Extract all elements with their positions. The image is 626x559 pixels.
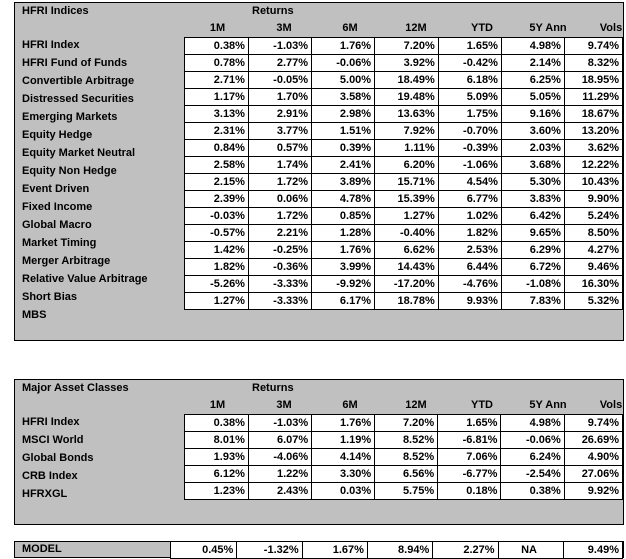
- table-cell: 9.46%: [564, 259, 622, 276]
- row-label: Equity Non Hedge: [22, 165, 117, 177]
- table-cell: 3.92%: [375, 55, 439, 72]
- major-data-table: [184, 414, 623, 500]
- table-cell: 1.82%: [438, 225, 501, 242]
- table-cell: -1.06%: [438, 157, 501, 174]
- table-cell: 2.91%: [248, 106, 311, 123]
- table-cell: 4.78%: [312, 191, 375, 208]
- table-cell: 10.43%: [564, 174, 622, 191]
- table-cell: -3.33%: [248, 276, 311, 293]
- table-cell: 4.98%: [501, 415, 564, 432]
- table-cell: 2.21%: [248, 225, 311, 242]
- table-cell: 1.72%: [248, 208, 311, 225]
- column-header: 6M: [342, 399, 358, 411]
- table-cell: 0.18%: [438, 483, 501, 500]
- model-cell: 1.67%: [302, 542, 367, 559]
- table-cell: 5.09%: [438, 89, 501, 106]
- table-cell: 5.05%: [501, 89, 564, 106]
- row-label: HFRI Fund of Funds: [22, 57, 128, 69]
- column-header: 3M: [276, 399, 292, 411]
- table-cell: 3.30%: [312, 466, 375, 483]
- table-row: [185, 140, 623, 157]
- table-row: [185, 242, 623, 259]
- table-cell: 1.74%: [248, 157, 311, 174]
- returns-label: Returns: [252, 5, 294, 17]
- table-cell: 5.00%: [312, 72, 375, 89]
- table-cell: 0.78%: [185, 55, 249, 72]
- table-cell: 6.17%: [312, 293, 375, 310]
- table-row: [185, 157, 623, 174]
- table-cell: 6.77%: [438, 191, 501, 208]
- column-header: Vols: [599, 22, 623, 34]
- table-row: [185, 259, 623, 276]
- table-row: [185, 191, 623, 208]
- row-label: Global Macro: [22, 219, 92, 231]
- column-header: Vols: [599, 399, 623, 411]
- table-cell: 18.95%: [564, 72, 622, 89]
- table-cell: 9.74%: [564, 415, 622, 432]
- table-cell: 6.62%: [375, 242, 439, 259]
- table-cell: -0.57%: [185, 225, 249, 242]
- table-cell: 9.74%: [564, 38, 622, 55]
- table-cell: 3.83%: [501, 191, 564, 208]
- table-row: [185, 449, 623, 466]
- table-cell: 6.24%: [501, 449, 564, 466]
- table-cell: 4.14%: [312, 449, 375, 466]
- table-cell: 5.30%: [501, 174, 564, 191]
- table-cell: 3.99%: [312, 259, 375, 276]
- table-cell: 8.50%: [564, 225, 622, 242]
- major-asset-classes-panel: [14, 379, 624, 525]
- column-header: 3M: [276, 22, 292, 34]
- row-label: Merger Arbitrage: [22, 255, 111, 267]
- table-cell: 7.20%: [375, 38, 439, 55]
- table-cell: -0.40%: [375, 225, 439, 242]
- model-cell: 0.45%: [171, 542, 237, 559]
- table-cell: 0.38%: [185, 38, 249, 55]
- major-asset-classes-title: Major Asset Classes: [22, 382, 129, 394]
- table-cell: 18.67%: [564, 106, 622, 123]
- row-label: Event Driven: [22, 183, 90, 195]
- model-row-panel: [14, 541, 624, 558]
- column-header: 5Y Ann: [529, 399, 567, 411]
- table-cell: -0.39%: [438, 140, 501, 157]
- table-cell: 1.42%: [185, 242, 249, 259]
- column-header: 6M: [342, 22, 358, 34]
- table-cell: 9.65%: [501, 225, 564, 242]
- table-cell: 6.42%: [501, 208, 564, 225]
- table-row: [185, 432, 623, 449]
- table-cell: -0.03%: [185, 208, 249, 225]
- column-header: 12M: [405, 399, 427, 411]
- table-cell: 1.19%: [312, 432, 375, 449]
- table-cell: 9.93%: [438, 293, 501, 310]
- table-cell: -2.54%: [501, 466, 564, 483]
- table-cell: 5.32%: [564, 293, 622, 310]
- table-cell: 6.18%: [438, 72, 501, 89]
- table-cell: 2.41%: [312, 157, 375, 174]
- table-cell: 4.54%: [438, 174, 501, 191]
- table-cell: 4.90%: [564, 449, 622, 466]
- table-row: [185, 89, 623, 106]
- table-cell: 8.52%: [375, 432, 438, 449]
- model-data-table: [170, 541, 623, 559]
- table-cell: 1.28%: [312, 225, 375, 242]
- table-cell: -0.06%: [312, 55, 375, 72]
- table-row: [185, 123, 623, 140]
- table-cell: 1.65%: [438, 415, 501, 432]
- table-cell: 1.11%: [375, 140, 439, 157]
- table-cell: 2.58%: [185, 157, 249, 174]
- model-cell: 9.49%: [563, 542, 623, 559]
- table-cell: -17.20%: [375, 276, 439, 293]
- table-cell: 2.77%: [248, 55, 311, 72]
- table-cell: 6.44%: [438, 259, 501, 276]
- column-header: YTD: [471, 399, 493, 411]
- table-cell: 6.25%: [501, 72, 564, 89]
- table-cell: -4.76%: [438, 276, 501, 293]
- table-cell: -0.70%: [438, 123, 501, 140]
- table-cell: 1.51%: [312, 123, 375, 140]
- table-cell: 4.98%: [501, 38, 564, 55]
- table-cell: 2.71%: [185, 72, 249, 89]
- hfri-data-table: [184, 37, 623, 310]
- table-cell: 1.75%: [438, 106, 501, 123]
- table-cell: 2.03%: [501, 140, 564, 157]
- table-cell: -1.08%: [501, 276, 564, 293]
- table-cell: -0.05%: [248, 72, 311, 89]
- row-label: Relative Value Arbitrage: [22, 273, 148, 285]
- table-row: [185, 225, 623, 242]
- table-row: [185, 72, 623, 89]
- model-cell: -1.32%: [237, 542, 302, 559]
- table-row: [185, 415, 623, 432]
- table-cell: -6.81%: [438, 432, 501, 449]
- row-label: HFRXGL: [22, 488, 68, 500]
- table-cell: 1.22%: [248, 466, 311, 483]
- table-row: [185, 276, 623, 293]
- row-label: HFRI Index: [22, 39, 80, 51]
- column-header: 1M: [209, 22, 226, 34]
- table-cell: 7.83%: [501, 293, 564, 310]
- row-label: Fixed Income: [22, 201, 93, 213]
- table-cell: 8.01%: [185, 432, 249, 449]
- row-label: Distressed Securities: [22, 93, 134, 105]
- row-label: Equity Market Neutral: [22, 147, 136, 159]
- table-cell: 1.76%: [312, 38, 375, 55]
- row-label: Market Timing: [22, 237, 97, 249]
- row-label: Equity Hedge: [22, 129, 93, 141]
- table-cell: 1.23%: [185, 483, 249, 500]
- row-label: HFRI Index: [22, 416, 80, 428]
- table-cell: 6.56%: [375, 466, 438, 483]
- table-cell: 0.39%: [312, 140, 375, 157]
- table-cell: -1.03%: [248, 415, 311, 432]
- table-row: [185, 466, 623, 483]
- table-cell: 1.65%: [438, 38, 501, 55]
- model-label: MODEL: [22, 543, 62, 555]
- table-cell: 0.38%: [185, 415, 249, 432]
- table-cell: 14.43%: [375, 259, 439, 276]
- row-label: MBS: [22, 309, 47, 321]
- table-cell: 7.06%: [438, 449, 501, 466]
- table-cell: 9.90%: [564, 191, 622, 208]
- table-cell: 3.13%: [185, 106, 249, 123]
- column-header: YTD: [471, 22, 493, 34]
- table-cell: 13.20%: [564, 123, 622, 140]
- table-cell: -0.42%: [438, 55, 501, 72]
- model-row: [171, 542, 623, 559]
- table-row: [185, 106, 623, 123]
- table-cell: 2.98%: [312, 106, 375, 123]
- table-cell: -3.33%: [248, 293, 311, 310]
- table-cell: 8.32%: [564, 55, 622, 72]
- table-cell: 26.69%: [564, 432, 622, 449]
- table-cell: 1.76%: [312, 415, 375, 432]
- table-cell: 5.75%: [375, 483, 438, 500]
- table-cell: 18.49%: [375, 72, 439, 89]
- table-row: [185, 38, 623, 55]
- table-cell: 3.77%: [248, 123, 311, 140]
- returns-label-2: Returns: [252, 382, 294, 394]
- table-cell: 18.78%: [375, 293, 439, 310]
- table-cell: 1.72%: [248, 174, 311, 191]
- table-row: [185, 293, 623, 310]
- model-cell: NA: [498, 542, 563, 559]
- table-cell: 6.72%: [501, 259, 564, 276]
- table-cell: -1.03%: [248, 38, 311, 55]
- table-cell: 1.27%: [185, 293, 249, 310]
- table-cell: 11.29%: [564, 89, 622, 106]
- table-cell: 15.39%: [375, 191, 439, 208]
- table-cell: 2.15%: [185, 174, 249, 191]
- table-cell: 0.57%: [248, 140, 311, 157]
- column-header: 1M: [209, 399, 226, 411]
- table-cell: 2.53%: [438, 242, 501, 259]
- table-row: [185, 55, 623, 72]
- row-label: MSCI World: [22, 434, 84, 446]
- row-label: CRB Index: [22, 470, 78, 482]
- table-cell: 15.71%: [375, 174, 439, 191]
- table-cell: 8.52%: [375, 449, 438, 466]
- table-cell: -0.36%: [248, 259, 311, 276]
- table-cell: 2.39%: [185, 191, 249, 208]
- table-cell: -9.92%: [312, 276, 375, 293]
- table-cell: 2.43%: [248, 483, 311, 500]
- table-cell: 1.93%: [185, 449, 249, 466]
- table-cell: 0.06%: [248, 191, 311, 208]
- table-cell: 7.92%: [375, 123, 439, 140]
- table-cell: 3.68%: [501, 157, 564, 174]
- table-cell: -4.06%: [248, 449, 311, 466]
- table-cell: -0.06%: [501, 432, 564, 449]
- table-cell: 1.27%: [375, 208, 439, 225]
- table-cell: 0.03%: [312, 483, 375, 500]
- table-cell: 4.27%: [564, 242, 622, 259]
- table-cell: 7.20%: [375, 415, 438, 432]
- table-cell: 1.17%: [185, 89, 249, 106]
- table-cell: 6.29%: [501, 242, 564, 259]
- table-row: [185, 483, 623, 500]
- hfri-indices-title: HFRI Indices: [22, 5, 89, 17]
- table-cell: 3.58%: [312, 89, 375, 106]
- table-cell: 19.48%: [375, 89, 439, 106]
- table-cell: 0.84%: [185, 140, 249, 157]
- table-cell: 0.38%: [501, 483, 564, 500]
- table-cell: 1.76%: [312, 242, 375, 259]
- table-cell: -5.26%: [185, 276, 249, 293]
- table-cell: 9.16%: [501, 106, 564, 123]
- table-cell: 16.30%: [564, 276, 622, 293]
- table-row: [185, 174, 623, 191]
- table-cell: 3.89%: [312, 174, 375, 191]
- table-cell: 1.02%: [438, 208, 501, 225]
- table-cell: 13.63%: [375, 106, 439, 123]
- table-cell: -0.25%: [248, 242, 311, 259]
- table-cell: 1.82%: [185, 259, 249, 276]
- table-cell: 27.06%: [564, 466, 622, 483]
- model-cell: 8.94%: [367, 542, 432, 559]
- row-label: Short Bias: [22, 291, 78, 303]
- table-cell: 0.85%: [312, 208, 375, 225]
- hfri-indices-panel: [14, 2, 624, 341]
- column-header: 12M: [405, 22, 427, 34]
- column-header: 5Y Ann: [529, 22, 567, 34]
- table-cell: 12.22%: [564, 157, 622, 174]
- table-cell: 6.07%: [248, 432, 311, 449]
- row-label: Emerging Markets: [22, 111, 118, 123]
- table-cell: 3.60%: [501, 123, 564, 140]
- table-cell: 5.24%: [564, 208, 622, 225]
- model-cell: 2.27%: [433, 542, 498, 559]
- table-cell: 2.14%: [501, 55, 564, 72]
- table-row: [185, 208, 623, 225]
- table-cell: 2.31%: [185, 123, 249, 140]
- row-label: Convertible Arbitrage: [22, 75, 135, 87]
- table-cell: -6.77%: [438, 466, 501, 483]
- table-cell: 1.70%: [248, 89, 311, 106]
- table-cell: 6.20%: [375, 157, 439, 174]
- table-cell: 9.92%: [564, 483, 622, 500]
- table-cell: 3.62%: [564, 140, 622, 157]
- row-label: Global Bonds: [22, 452, 94, 464]
- table-cell: 6.12%: [185, 466, 249, 483]
